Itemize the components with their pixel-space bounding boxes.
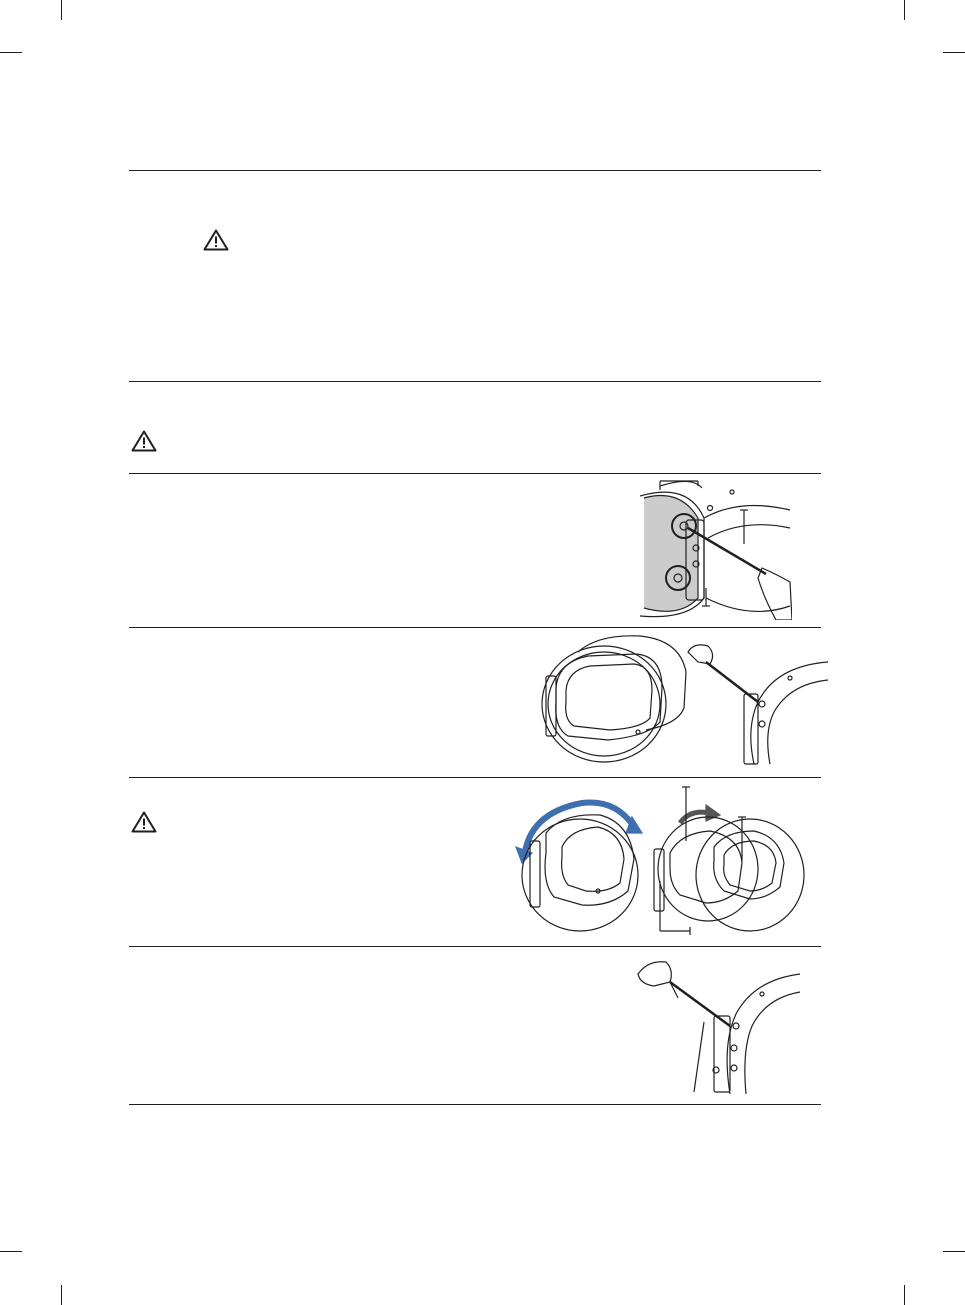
crop-mark-bottom-right-v bbox=[904, 1285, 905, 1305]
crop-mark-bottom-right-h bbox=[943, 1251, 965, 1252]
rule-step-1-top bbox=[129, 473, 821, 474]
rule-step-3-top bbox=[129, 777, 821, 778]
door-hinge-reattach-figure bbox=[634, 952, 804, 1098]
crop-mark-top-left-h bbox=[0, 52, 22, 53]
rule-step-2-top bbox=[129, 627, 821, 628]
crop-mark-bottom-left-v bbox=[61, 1285, 62, 1305]
crop-mark-bottom-left-h bbox=[0, 1251, 22, 1252]
warning-triangle-icon bbox=[131, 811, 157, 833]
door-rotate-and-rings-figure bbox=[510, 783, 810, 939]
rule-section bbox=[129, 381, 821, 382]
rule-step-4-top bbox=[129, 946, 821, 947]
rule-top bbox=[129, 170, 821, 171]
warning-triangle-icon bbox=[131, 430, 157, 452]
door-separate-and-hinge-screw-figure bbox=[538, 632, 828, 770]
door-hinge-screws-closeup-figure bbox=[640, 478, 792, 620]
crop-mark-top-left-v bbox=[61, 0, 62, 20]
crop-mark-top-right-h bbox=[943, 52, 965, 53]
crop-mark-top-right-v bbox=[904, 0, 905, 20]
warning-triangle-icon bbox=[203, 229, 229, 251]
rule-bottom bbox=[129, 1104, 821, 1105]
